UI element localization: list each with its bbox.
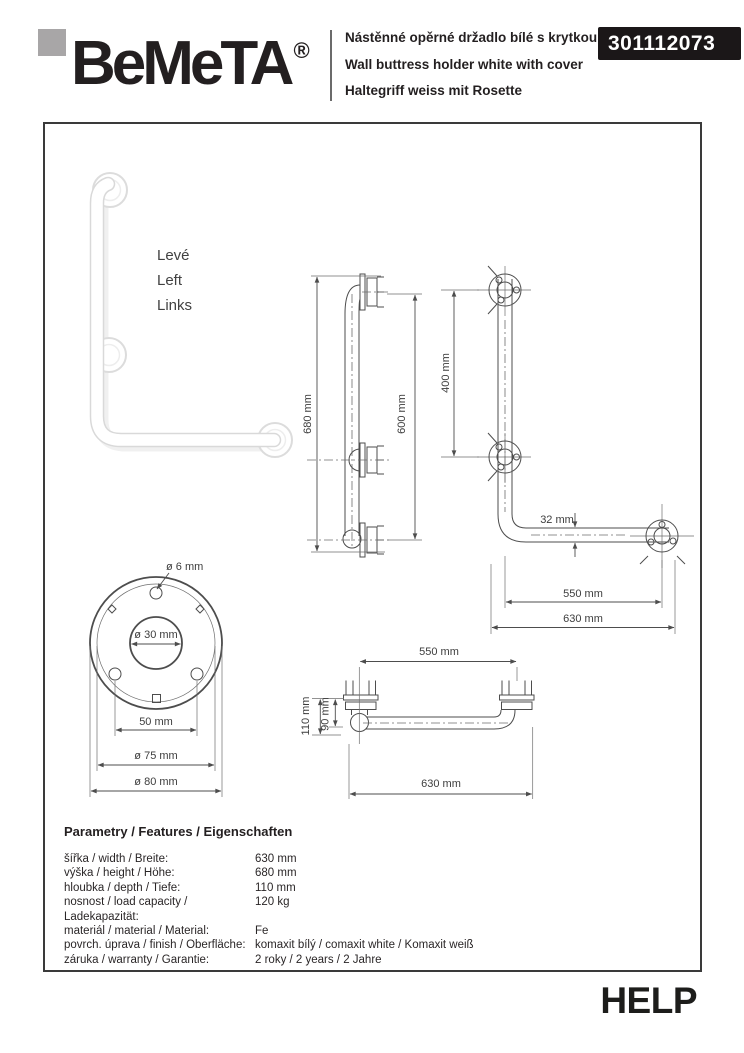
dim-label-550-top: 550 mm bbox=[419, 646, 459, 658]
orientation-label-cs: Levé bbox=[157, 247, 190, 264]
side-mount-top bbox=[360, 274, 389, 310]
logo-square-icon bbox=[38, 29, 66, 56]
param-row-load bbox=[64, 895, 684, 924]
front-tube-inner bbox=[512, 279, 669, 528]
top-tube-inner bbox=[367, 710, 501, 717]
top-mount-left bbox=[344, 681, 379, 710]
param-row-height bbox=[64, 866, 684, 880]
param-label: šířka / width / Breite: bbox=[64, 853, 169, 865]
param-row-material bbox=[64, 924, 684, 938]
top-mount-right bbox=[500, 681, 535, 710]
brand-logo bbox=[71, 20, 310, 98]
param-value: 110 mm bbox=[255, 881, 296, 894]
param-label: hloubka / depth / Tiefe: bbox=[64, 881, 181, 894]
param-label: nosnost / load capacity / Ladekapazität: bbox=[64, 896, 188, 923]
parameters-section bbox=[64, 824, 684, 967]
dim-label-50: 50 mm bbox=[139, 716, 173, 728]
brand-text: BeMeTA bbox=[71, 29, 291, 98]
param-value: 2 roky / 2 years / 2 Jahre bbox=[255, 953, 382, 966]
notch-south bbox=[153, 695, 161, 703]
flange-detail-drawing bbox=[90, 561, 222, 797]
param-label: materiál / material / Material: bbox=[64, 925, 210, 938]
param-row-depth bbox=[64, 881, 684, 895]
param-row-finish bbox=[64, 938, 684, 952]
dim-label-630-top: 630 mm bbox=[421, 778, 461, 790]
param-value: 680 mm bbox=[255, 867, 297, 880]
front-view-drawing bbox=[440, 266, 694, 634]
front-flange-bottom bbox=[630, 504, 694, 568]
orientation-label-de: Links bbox=[157, 297, 193, 314]
param-value: 630 mm bbox=[255, 853, 297, 865]
front-flange-middle bbox=[477, 433, 531, 483]
param-label: výška / height / Höhe: bbox=[64, 867, 175, 880]
dim-label-630: 630 mm bbox=[563, 613, 603, 625]
param-value: komaxit bílý / comaxit white / Komaxit weiß bbox=[255, 939, 474, 952]
param-row-warranty bbox=[64, 953, 684, 967]
header-divider bbox=[330, 30, 332, 101]
dim-label-30: ø 30 mm bbox=[134, 629, 178, 641]
flange-outer-circle bbox=[90, 577, 222, 709]
dim-label-110: 110 mm bbox=[300, 696, 312, 736]
param-value: 120 kg bbox=[255, 896, 290, 909]
side-view-drawing bbox=[302, 274, 422, 557]
param-row-width bbox=[64, 852, 684, 866]
product-photo bbox=[92, 173, 292, 457]
dim-label-32: 32 mm bbox=[540, 514, 574, 526]
dim-label-400: 400 mm bbox=[440, 353, 452, 393]
dim-label-600: 600 mm bbox=[396, 394, 408, 434]
side-tube-inner bbox=[359, 299, 360, 536]
dim-label-90: 90 mm bbox=[319, 697, 332, 731]
help-logo: HELP bbox=[600, 980, 697, 1021]
dim-label-80: ø 80 mm bbox=[134, 776, 178, 788]
orientation-label-en: Left bbox=[157, 272, 183, 289]
dim-label-680: 680 mm bbox=[302, 394, 314, 434]
drawing-panel bbox=[43, 122, 702, 972]
param-label: záruka / warranty / Garantie: bbox=[64, 953, 210, 966]
product-code-badge: 301112073 bbox=[598, 27, 741, 60]
top-view-drawing bbox=[300, 646, 534, 799]
leader-line-6 bbox=[157, 573, 169, 589]
top-tube-outer bbox=[366, 710, 515, 729]
bolt-hole-top bbox=[150, 587, 162, 599]
bolt-hole-left bbox=[109, 668, 121, 680]
param-value: Fe bbox=[255, 925, 269, 938]
product-names bbox=[345, 25, 598, 105]
registered-mark: ® bbox=[293, 38, 310, 63]
front-tube-outer bbox=[498, 279, 669, 542]
notch-nw bbox=[108, 605, 116, 613]
product-name-cs: Nástěnné opěrné držadlo bílé s krytkou bbox=[345, 30, 598, 45]
param-label: povrch. úprava / finish / Oberfläche: bbox=[64, 939, 246, 952]
flange-center-hole bbox=[130, 617, 182, 669]
dim-label-550: 550 mm bbox=[563, 588, 603, 600]
grab-bar-shadow bbox=[101, 189, 276, 444]
dim-label-6: ø 6 mm bbox=[166, 561, 204, 573]
side-mount-middle bbox=[307, 443, 389, 477]
parameters-heading: Parametry / Features / Eigenschaften bbox=[64, 824, 293, 839]
bolt-hole-right bbox=[191, 668, 203, 680]
product-name-en: Wall buttress holder white with cover bbox=[345, 56, 584, 72]
dim-label-75: ø 75 mm bbox=[134, 750, 178, 762]
side-tube-outer bbox=[345, 285, 360, 536]
notch-ne bbox=[196, 605, 204, 613]
product-name-de: Haltegriff weiss mit Rosette bbox=[345, 83, 523, 98]
front-flange-top bbox=[477, 266, 531, 316]
